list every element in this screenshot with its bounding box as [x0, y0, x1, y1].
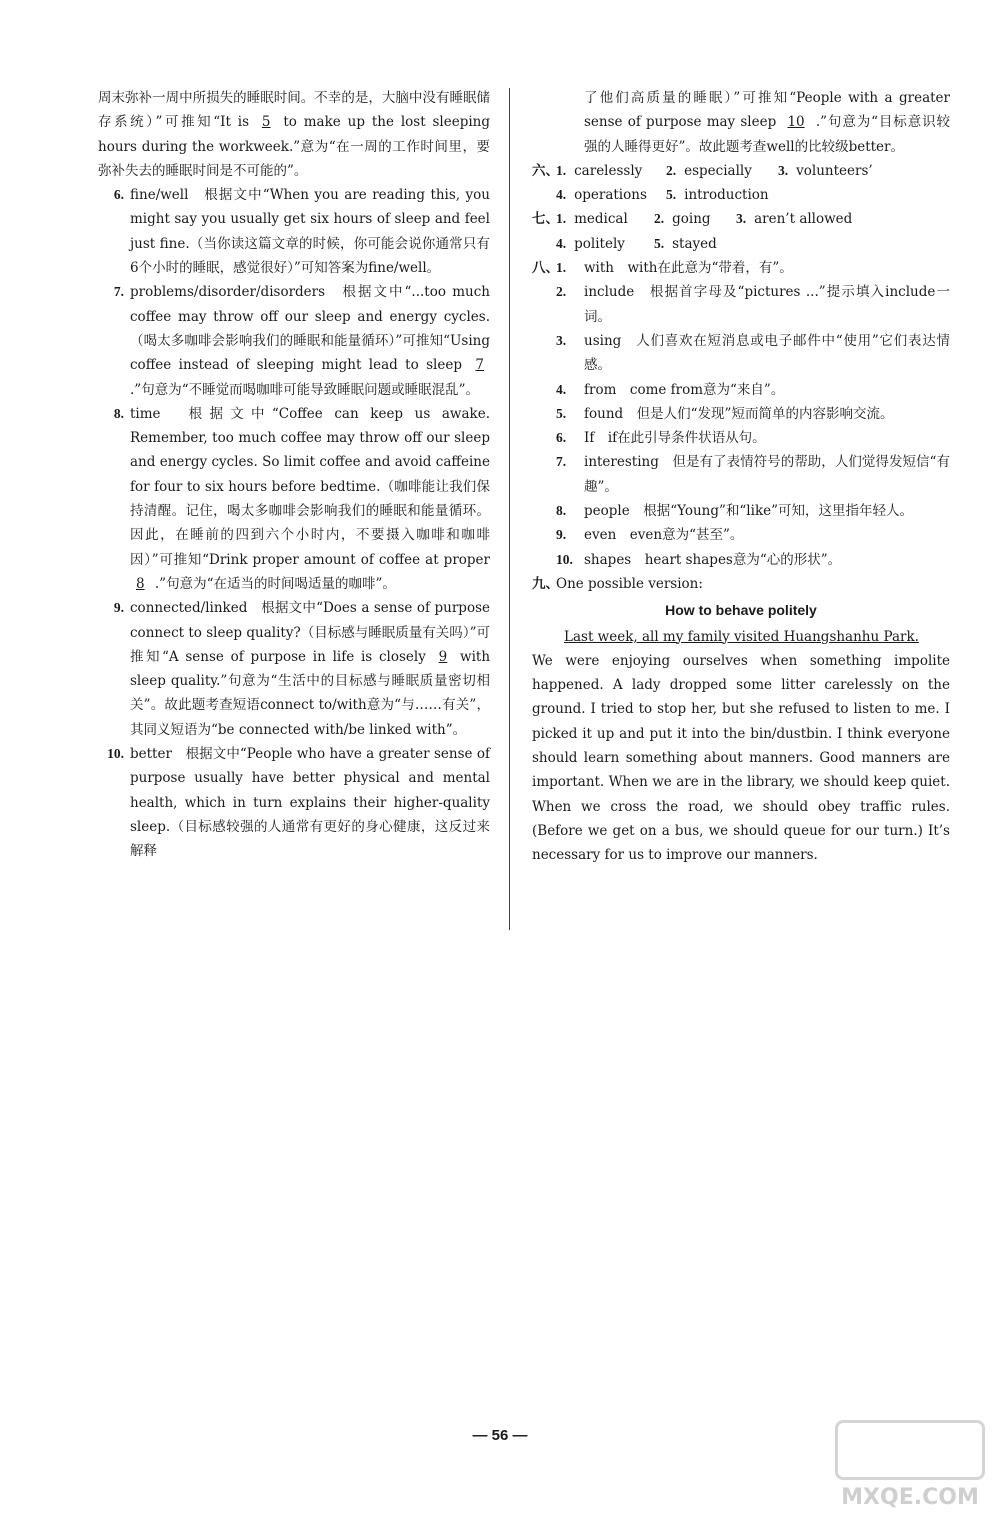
- section-body: [556, 207, 950, 256]
- answer-item-8: [98, 402, 490, 596]
- item-number: 7.: [113, 284, 124, 300]
- answer-row: [556, 159, 950, 183]
- answer-item-7: [98, 280, 490, 401]
- item-number: 3.: [556, 332, 567, 348]
- answer-cell: [654, 232, 717, 256]
- right-column: [532, 86, 950, 868]
- item-number: 8.: [556, 503, 567, 519]
- item-number: 7.: [556, 454, 567, 470]
- item-number: 2.: [556, 284, 567, 300]
- cell-word: carelessly: [574, 162, 643, 179]
- essay-text: We were enjoying ourselves when something impolite happened. A lady dropped some litter carelessly on the ground. I tried to stop her, but she refused to listen to me. I picked it up and put it into the bin/dustbin. I think everyone should learn something about manners. Good manners are important. When we are in the library, we should keep quiet. When we cross the road, we should obey traffic rules. (Before we get on a bus, we should queue for our turn.) It’s necessary for us to improve our manners.: [532, 652, 950, 864]
- answer-cell: [736, 207, 852, 231]
- item-tail: .”句意为“不睡觉而喝咖啡可能导致睡眠问题或睡眠混乱”。: [130, 381, 479, 398]
- cont-text: 了他们高质量的睡眠）”可推知“People with a greater sense of purpose may sleep: [584, 90, 950, 131]
- page-number: — 56 —: [472, 1427, 528, 1444]
- blank-8: 8: [136, 575, 145, 592]
- blank-7: 7: [475, 357, 484, 374]
- item-number: 6.: [113, 187, 124, 203]
- intro-tail: to make up the lost sleeping hours during the workweek.”意为“在一周的工作时间里，要弥补失去的睡眠时间是不可能的”。: [98, 114, 490, 179]
- item-text: people 根据“Young”和“like”可知，这里指年轻人。: [584, 503, 914, 520]
- answer-cell: [654, 207, 736, 231]
- continued-explanation-5: [98, 86, 490, 183]
- answer-item: [556, 450, 950, 499]
- item-explanation: connected/linked 根据文中“Does a sense of purpose connect to sleep quality?（目标感与睡眠质量有关吗）”可推知“A sense of purpose in life is closely: [130, 600, 490, 665]
- column-divider: [509, 88, 510, 930]
- cell-number: 1.: [556, 211, 567, 227]
- item-number: 1.: [556, 260, 567, 276]
- cell-number: 5.: [654, 235, 665, 251]
- item-number: 5.: [556, 405, 567, 421]
- watermark: [835, 1420, 985, 1520]
- answer-item-6: [98, 183, 490, 280]
- blank-10: 10: [787, 114, 805, 131]
- cell-number: 3.: [778, 162, 789, 178]
- item-text: even even意为“甚至”。: [584, 527, 744, 544]
- section-body: [556, 572, 950, 596]
- cell-number: 3.: [736, 211, 747, 227]
- blank-5: 5: [261, 114, 271, 131]
- item-text: from come from意为“来自”。: [584, 381, 785, 398]
- cell-word: introduction: [684, 187, 769, 204]
- section-mark: 九、: [532, 575, 559, 592]
- item-text: better 根据文中“People who have a greater sense of purpose usually have better physical and mental health, which in turn explains their higher-quality sleep.（目标感较强的人通常有更好的身心健康，这反过来解释: [130, 746, 490, 860]
- item-number: 8.: [113, 405, 124, 421]
- cell-word: especially: [684, 162, 752, 179]
- answer-cell: [556, 232, 654, 256]
- continued-explanation-10: [532, 86, 950, 159]
- section-body: [556, 256, 950, 572]
- answer-cell: [778, 159, 873, 183]
- left-column: [98, 86, 490, 864]
- cell-number: 5.: [666, 187, 677, 203]
- item-text: fine/well 根据文中“When you are reading this, you might say you usually get six hours of sleep and feel just fine.（当你读这篇文章的时候，你可能会说你通常只有6个小时的睡眠，感觉很好）”可知答案为fine/well。: [130, 187, 490, 277]
- answer-item: [556, 548, 950, 572]
- item-tail: with sleep quality.”句意为“生活中的目标感与睡眠质量密切相关”。故此题考查短语connect to/with意为“与……有关”，其同义短语为“be connected with/be linked with”。: [130, 648, 491, 738]
- answer-row: [556, 232, 950, 256]
- cell-word: going: [672, 211, 711, 228]
- item-text: [130, 280, 490, 401]
- cell-word: stayed: [672, 235, 717, 252]
- item-text: using 人们喜欢在短消息或电子邮件中“使用”它们表达情感。: [584, 332, 950, 374]
- cell-word: medical: [574, 211, 628, 228]
- item-number: 4.: [556, 381, 567, 397]
- item-number: 9.: [113, 600, 124, 616]
- cell-word: politely: [574, 235, 625, 252]
- section-mark: 八、: [532, 260, 559, 277]
- answer-row: [556, 183, 950, 207]
- watermark-site: MXQE.COM: [841, 1485, 979, 1510]
- answer-cell: [666, 159, 778, 183]
- item-text: include 根据首字母及“pictures ...”提示填入include一词。: [584, 284, 950, 325]
- item-text: interesting 但是有了表情符号的帮助，人们觉得发短信“有趣”。: [584, 454, 950, 495]
- item-text: If if在此引导条件状语从句。: [584, 430, 766, 447]
- item-explanation: problems/disorder/disorders 根据文中“...too much coffee may throw off our sleep and energy cycles.（喝太多咖啡会影响我们的睡眠和能量循环）”可推知“Using coffee instead of sleeping might lead to sleep: [130, 284, 490, 374]
- section-9: [532, 572, 950, 596]
- answer-item: [556, 499, 950, 523]
- answer-cell: [556, 207, 654, 231]
- cell-word: volunteers’: [796, 162, 873, 179]
- answer-item: [556, 523, 950, 547]
- cell-word: operations: [574, 187, 647, 204]
- essay-title: How to behave politely: [665, 602, 817, 619]
- watermark-logo-icon: [835, 1420, 985, 1480]
- answer-item: [556, 402, 950, 426]
- section-body: [556, 159, 950, 208]
- answer-item-9: [98, 596, 490, 742]
- section-mark: 七、: [532, 211, 559, 228]
- answer-cell: [666, 183, 769, 207]
- item-text: shapes heart shapes意为“心的形状”。: [584, 551, 842, 568]
- item-number: 6.: [556, 430, 567, 446]
- cell-number: 1.: [556, 162, 567, 178]
- cell-word: aren’t allowed: [754, 211, 853, 228]
- cont-tail: .”句意为“目标意识较强的人睡得更好”。故此题考查well的比较级better。: [584, 114, 951, 155]
- cell-number: 4.: [556, 187, 567, 203]
- blank-9: 9: [438, 648, 448, 665]
- item-explanation: time 根据文中“Coffee can keep us awake. Remember, too much coffee may throw off our sleep and energy cycles. So limit coffee and avoid caffeine for four to six hours before bedtime.（咖啡能让我们保持清醒。记住，喝太多咖啡会影响我们的睡眠和能量循环。因此，在睡前的四到六个小时内，不要摄入咖啡和咖啡因）”可推知“Drink proper amount of coffee at proper: [130, 405, 490, 568]
- item-number: 10.: [556, 551, 573, 567]
- item-text: [130, 596, 490, 742]
- section-mark: 六、: [532, 162, 559, 179]
- section-8: [532, 256, 950, 572]
- item-text: [130, 402, 490, 596]
- cell-number: 2.: [666, 162, 677, 178]
- answer-item: [556, 426, 950, 450]
- answer-row: [556, 207, 950, 231]
- answer-item: [556, 329, 950, 378]
- section-6: [532, 159, 950, 208]
- item-text: found 但是人们“发现”短而简单的内容影响交流。: [584, 405, 894, 422]
- answer-cell: [556, 183, 666, 207]
- cell-number: 2.: [654, 211, 665, 227]
- answer-item: [556, 280, 950, 329]
- essay-body: [532, 625, 950, 868]
- intro-text: 周末弥补一周中所损失的睡眠时间。不幸的是，大脑中没有睡眠储存系统）”可推知“It is: [98, 90, 490, 131]
- answer-cell: [556, 159, 666, 183]
- item-tail: .”句意为“在适当的时间喝适量的咖啡”。: [154, 575, 396, 592]
- answer-item: [556, 256, 950, 280]
- section-7: [532, 207, 950, 256]
- answer-item: [556, 378, 950, 402]
- item-text: with with在此意为“带着，有”。: [584, 260, 793, 277]
- cell-number: 4.: [556, 235, 567, 251]
- item-number: 10.: [107, 746, 124, 762]
- item-number: 9.: [556, 527, 567, 543]
- essay-first-sentence: Last week, all my family visited Huangshanhu Park.: [564, 628, 919, 645]
- answer-item-10: [98, 742, 490, 863]
- essay-intro: One possible version:: [556, 575, 703, 592]
